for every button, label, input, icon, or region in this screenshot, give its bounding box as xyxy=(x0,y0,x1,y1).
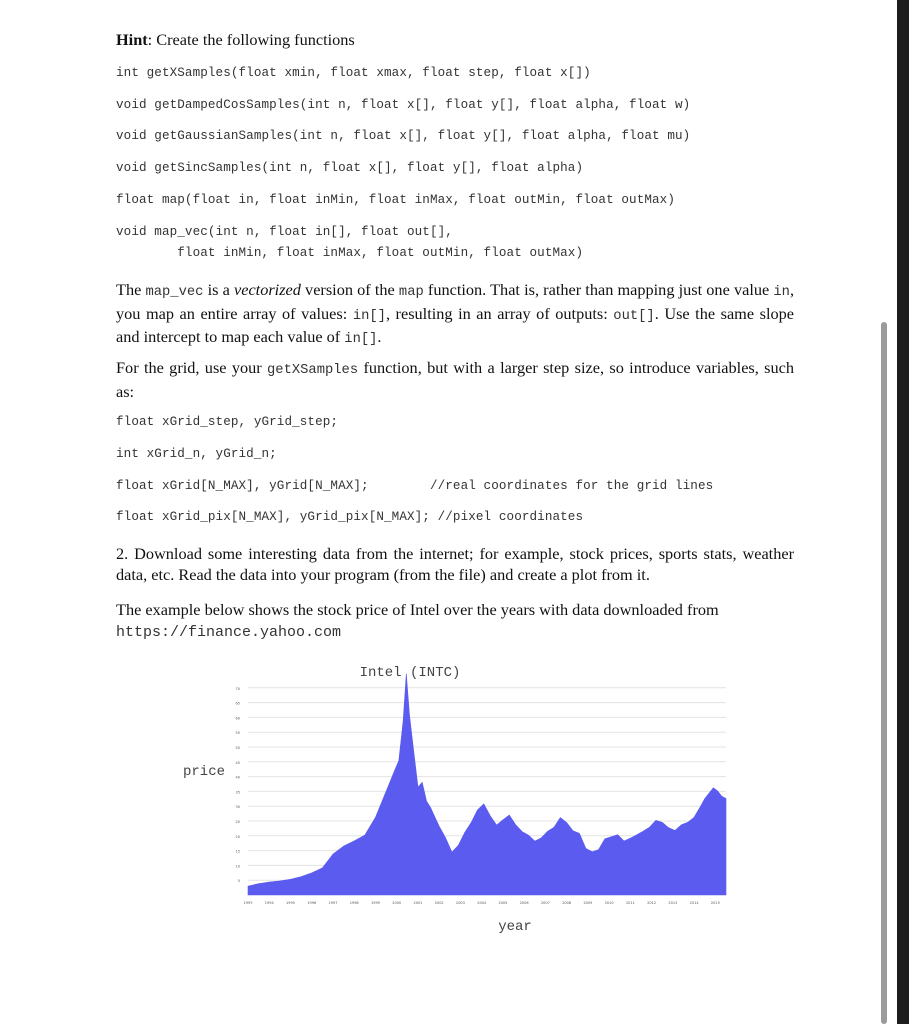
x-tick-label: 2011 xyxy=(625,901,635,905)
y-tick-label: 25 xyxy=(235,820,240,824)
code-line: float inMin, float inMax, float outMin, float outMax) xyxy=(116,246,584,260)
x-tick-label: 1997 xyxy=(328,901,338,905)
x-tick-label: 2001 xyxy=(413,901,423,905)
y-tick-label: 60 xyxy=(235,716,240,721)
url-link[interactable]: https://finance.yahoo.com xyxy=(116,623,342,641)
price-area-series xyxy=(248,674,726,895)
x-tick-label: 2003 xyxy=(455,901,465,905)
x-tick-label: 2015 xyxy=(710,901,720,905)
text-run: version of the xyxy=(300,280,399,299)
code-line: void getGaussianSamples(int n, float x[], float y[], float alpha, float mu) xyxy=(116,129,691,143)
code-line: float xGrid_pix[N_MAX], yGrid_pix[N_MAX]; //pixel coordinates xyxy=(116,510,584,524)
y-tick-label: 30 xyxy=(235,805,240,810)
y-tick-label: 35 xyxy=(235,790,240,795)
x-tick-label: 2008 xyxy=(562,901,572,905)
y-tick-label: 65 xyxy=(235,701,240,706)
x-tick-label: 1995 xyxy=(286,901,295,905)
text-run: , resulting in an array of outputs: xyxy=(385,303,614,323)
chart-title: Intel (INTC) xyxy=(359,665,461,681)
hint-label: Hint xyxy=(116,30,148,49)
y-tick-label: 45 xyxy=(235,760,240,765)
inline-code: in[] xyxy=(344,332,378,347)
code-line: void map_vec(int n, float in[], float out[], xyxy=(116,225,453,239)
code-line: float xGrid[N_MAX], yGrid[N_MAX]; //real coordinates for the grid lines xyxy=(116,479,714,493)
intel-price-chart xyxy=(170,655,750,945)
x-tick-label: 2014 xyxy=(689,901,699,905)
x-axis-label: year xyxy=(498,919,532,935)
code-line: int getXSamples(float xmin, float xmax, float step, float x[]) xyxy=(116,66,591,80)
code-line: float map(float in, float inMin, float inMax, float outMin, float outMax) xyxy=(116,193,675,207)
x-tick-label: 1999 xyxy=(371,901,380,905)
x-tick-label: 2010 xyxy=(604,901,614,905)
x-tick-label: 2004 xyxy=(477,901,487,905)
inline-code: in xyxy=(773,285,790,300)
inline-code: map xyxy=(398,285,424,300)
x-tick-label: 2000 xyxy=(392,901,402,905)
text-run: For the grid, use your xyxy=(116,358,268,377)
x-tick-labels xyxy=(244,901,720,905)
scrollbar-track[interactable] xyxy=(897,0,909,1024)
text-run: The example below shows the stock price of Intel over the years with data downloaded from xyxy=(116,600,719,619)
emphasis: vectorized xyxy=(234,280,301,299)
paragraph-map-vec xyxy=(116,280,794,351)
y-tick-label: 20 xyxy=(235,834,240,839)
code-line: void getSincSamples(int n, float x[], float y[], float alpha) xyxy=(116,161,584,175)
x-tick-label: 2009 xyxy=(583,901,593,905)
y-tick-label: 50 xyxy=(235,746,240,750)
hint-line xyxy=(116,30,355,50)
y-tick-label: 15 xyxy=(235,849,240,854)
x-tick-label: 1996 xyxy=(307,901,317,905)
inline-code: in[] xyxy=(352,308,386,324)
x-tick-label: 2007 xyxy=(540,901,550,905)
y-axis-label: price xyxy=(182,764,226,780)
text-run: . Use the same slope and intercept to map each value of xyxy=(116,303,794,346)
text-run: , you map an entire array of values: xyxy=(116,280,795,323)
x-tick-label: 1994 xyxy=(264,901,274,905)
text-run: is a xyxy=(203,280,234,299)
text-run: . xyxy=(377,327,382,346)
x-tick-label: 1998 xyxy=(349,901,359,905)
scrollbar-thumb[interactable] xyxy=(881,322,887,1024)
y-tick-label: 40 xyxy=(235,775,240,780)
inline-code: map_vec xyxy=(145,285,204,300)
x-tick-label: 2005 xyxy=(498,901,508,905)
x-tick-label: 2006 xyxy=(519,901,529,905)
hint-text: : Create the following functions xyxy=(147,30,355,49)
paragraph-grid xyxy=(116,358,794,402)
y-tick-label: 10 xyxy=(235,864,240,869)
code-line: void getDampedCosSamples(int n, float x[], float y[], float alpha, float w) xyxy=(116,98,691,112)
text-run: function. That is, rather than mapping just one value xyxy=(423,280,774,299)
x-tick-label: 2002 xyxy=(434,901,444,905)
x-tick-label: 2012 xyxy=(647,901,657,905)
x-tick-label: 2013 xyxy=(668,901,678,905)
y-tick-label: 55 xyxy=(235,731,240,736)
code-line: int xGrid_n, yGrid_n; xyxy=(116,447,277,461)
paragraph-task-2: 2. Download some interesting data from the internet; for example, stock prices, sports stats, weather data, etc. Read the data into your program (from the file) and create a plot from it. xyxy=(116,544,794,584)
inline-code: out[] xyxy=(613,308,655,324)
paragraph-example xyxy=(116,600,794,643)
text-run: function, but with a larger step size, so introduce variables, such as: xyxy=(116,358,795,401)
code-line: float xGrid_step, yGrid_step; xyxy=(116,415,339,429)
y-tick-labels xyxy=(236,687,240,883)
x-tick-label: 1993 xyxy=(243,901,253,905)
y-tick-label: 70 xyxy=(235,686,240,691)
y-tick-label: 5 xyxy=(237,879,240,884)
text-run: The xyxy=(116,280,146,299)
inline-code: getXSamples xyxy=(267,363,359,378)
